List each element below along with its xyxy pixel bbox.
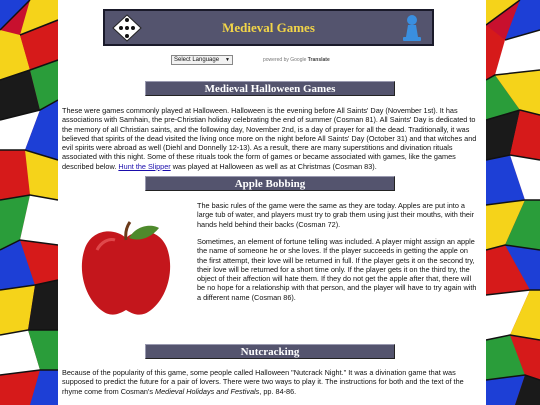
site-title: Medieval Games [222, 20, 315, 35]
section-heading-apple-bobbing: Apple Bobbing [145, 176, 395, 191]
content-page [58, 0, 486, 405]
section-heading-nutcracking: Nutcracking [145, 344, 395, 359]
nutcracking-paragraph: Because of the popularity of this game, some people called Halloween "Nutcrack Night." It was a divination game that was supposed to predict the future for a pair of lovers. There were two ways to play it. The instructions for both and the text of the rhyme come from Cosman's Medieval Holidays and Festivals, pp. 84-86. [62, 368, 464, 396]
site-banner [103, 9, 434, 46]
chevron-down-icon: ▼ [225, 57, 230, 63]
apple-fortune-paragraph: Sometimes, an element of fortune telling was included. A player might assign an apple the name of someone he or she loves. If the player succeeds in getting the apple on the first attempt, their love will be returned in full. If the player gets it on the second try, their love will be returned for a short time only. If the player gets it on the third try, the object of their affection will hate them. If they do not get the apple after that, there will be no hope for a relationship with that person, and the player will have to try again with a different name (Cosman 86). [197, 237, 477, 302]
section-heading-halloween: Medieval Halloween Games [145, 81, 395, 96]
intro-paragraph: These were games commonly played at Halloween. Halloween is the evening before All Saints' Day (November 1st). It has associations with Samhain, the pre-Christian holiday celebrating the end of summer (Cosman 81). All Saints' Day is dedicated to the memory of all Christian saints, and the following day, November 2nd, is a day of prayer for all the dead. Traditionally, it was believed that spirits of the dead visited the living once more on the night before All Saints' Day (October 31) and that witches and evil spirits were abroad as well (Diehl and Donnelly 12-13). As a result, there are many superstitions and divination rituals associated with this night. Some of these rituals took the form of games or became associated with games, like the games described below. Hunt the Slipper was played at Halloween as well as at Christmas (Cosman 83). [62, 106, 477, 171]
google-translate-credit: powered by Google Translate [263, 57, 330, 63]
language-select[interactable]: Select Language ▼ [171, 55, 233, 65]
apple-icon [75, 218, 177, 320]
pawn-icon [399, 13, 425, 43]
apple-rules-paragraph: The basic rules of the game were the same as they are today. Apples are put into a large tub of water, and players must try to grab them using just their mouths, with their hands held behind their backs (Cosman 72). [197, 201, 475, 229]
hunt-the-slipper-link[interactable]: Hunt the Slipper [118, 161, 171, 171]
